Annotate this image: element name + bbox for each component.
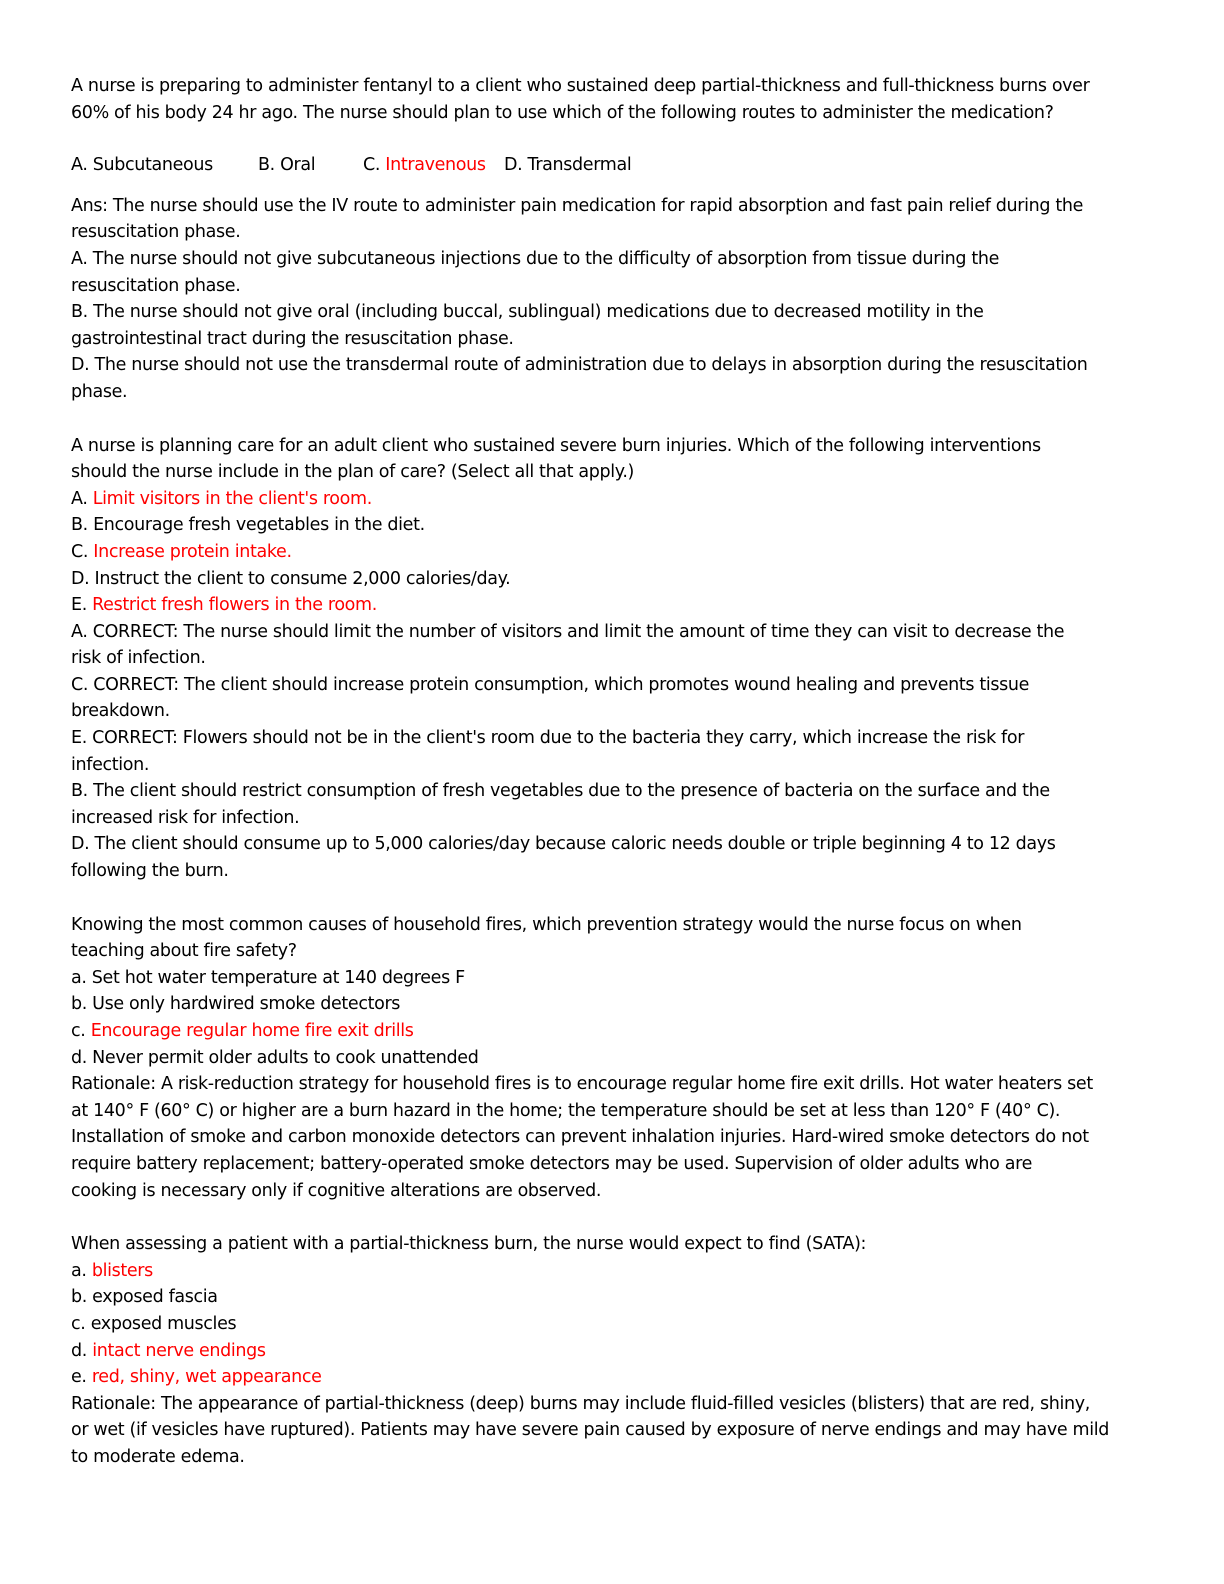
correct-answer-text: red, shiny, wet appearance xyxy=(91,1367,322,1388)
answer-line: D. The nurse should not use the transdermal route of administration due to delays in absorption during the resuscitation xyxy=(71,355,1088,376)
correct-answer-text: Encourage regular home fire exit drills xyxy=(90,1021,414,1041)
question-stem-line: should the nurse include in the plan of care? (Select all that apply.) xyxy=(71,462,635,483)
rationale-line: Rationale: A risk-reduction strategy for household fires is to encourage regular home fire exit drills. Hot water heaters set xyxy=(71,1074,1093,1095)
option-d: d. Never permit older adults to cook unattended xyxy=(71,1047,479,1068)
rationale-line: following the burn. xyxy=(71,861,229,882)
option-d: D. Transdermal xyxy=(504,155,632,176)
option-letter: c. xyxy=(71,1021,91,1041)
question-stem-line: A nurse is preparing to administer fentanyl to a client who sustained deep partial-thickness and full-thickness burns over xyxy=(71,76,1090,96)
paragraph-gap xyxy=(71,1204,1144,1231)
option-a: a. Set hot water temperature at 140 degrees F xyxy=(71,967,465,988)
rationale-line: B. The client should restrict consumption of fresh vegetables due to the presence of bacteria on the surface and the xyxy=(71,781,1050,802)
option-c-correct xyxy=(71,539,1144,566)
rationale-line: C. CORRECT: The client should increase protein consumption, which promotes wound healing and prevents tissue xyxy=(71,674,1030,695)
question-stem-line: A nurse is planning care for an adult client who sustained severe burn injuries. Which of the following interventions xyxy=(71,435,1041,456)
option-letter: d. xyxy=(71,1340,93,1361)
option-letter: C. xyxy=(363,155,386,176)
correct-answer-text: blisters xyxy=(91,1260,153,1281)
option-a-correct xyxy=(71,1258,1144,1285)
answer-line: B. The nurse should not give oral (including buccal, sublingual) medications due to decreased motility in the xyxy=(71,302,984,323)
question-stem-line: 60% of his body 24 hr ago. The nurse should plan to use which of the following routes to administer the medication? xyxy=(71,102,1054,123)
rationale-line: E. CORRECT: Flowers should not be in the client's room due to the bacteria they carry, which increase the risk for xyxy=(71,728,1025,749)
correct-answer-text: Increase protein intake. xyxy=(93,541,292,562)
rationale-line: at 140° F (60° C) or higher are a burn hazard in the home; the temperature should be set at less than 120° F (40° C). xyxy=(71,1100,1061,1121)
rationale-line: infection. xyxy=(71,754,150,775)
rationale-line: Rationale: The appearance of partial-thickness (deep) burns may include fluid-filled vesicles (blisters) that are red, shiny, xyxy=(71,1393,1090,1414)
option-b: B. Encourage fresh vegetables in the diet. xyxy=(71,515,425,536)
rationale-line: risk of infection. xyxy=(71,648,206,669)
question-1 xyxy=(71,73,1144,406)
option-c: c. exposed muscles xyxy=(71,1313,237,1334)
correct-answer-text: Limit visitors in the client's room. xyxy=(92,488,372,509)
rationale-line: D. The client should consume up to 5,000 calories/day because caloric needs double or triple beginning 4 to 12 days xyxy=(71,834,1056,855)
correct-answer-text: Intravenous xyxy=(385,155,486,176)
option-d: D. Instruct the client to consume 2,000 calories/day. xyxy=(71,568,511,589)
question-3 xyxy=(71,912,1144,1205)
answer-line: resuscitation phase. xyxy=(71,275,241,296)
answer-line: phase. xyxy=(71,381,128,402)
option-letter: E. xyxy=(71,595,93,616)
rationale-line: to moderate edema. xyxy=(71,1446,245,1467)
option-c-correct xyxy=(363,152,504,179)
question-stem-line: Knowing the most common causes of household fires, which prevention strategy would the nurse focus on when xyxy=(71,914,1022,935)
option-letter: a. xyxy=(71,1260,92,1281)
option-b: B. Oral xyxy=(258,155,316,176)
option-letter: A. xyxy=(71,488,93,509)
option-letter: e. xyxy=(71,1367,92,1388)
rationale-line: Installation of smoke and carbon monoxide detectors can prevent inhalation injuries. Hard-wired smoke detectors do not xyxy=(71,1127,1089,1148)
option-e-correct xyxy=(71,592,1144,619)
question-stem-line: teaching about fire safety? xyxy=(71,941,297,962)
answer-line: resuscitation phase. xyxy=(71,222,241,243)
option-b: b. Use only hardwired smoke detectors xyxy=(71,994,401,1015)
paragraph-gap xyxy=(71,406,1144,433)
paragraph-gap xyxy=(71,885,1144,912)
correct-answer-text: intact nerve endings xyxy=(92,1340,266,1361)
option-d-correct xyxy=(71,1338,1144,1365)
answer-line: Ans: The nurse should use the IV route to administer pain medication for rapid absorption and fast pain relief during the xyxy=(71,195,1083,216)
question-stem-line: When assessing a patient with a partial-thickness burn, the nurse would expect to find (SATA): xyxy=(71,1234,867,1255)
rationale-line: A. CORRECT: The nurse should limit the number of visitors and limit the amount of time they can visit to decrease the xyxy=(71,621,1065,642)
option-c-correct xyxy=(71,1018,1144,1045)
rationale-line: require battery replacement; battery-operated smoke detectors may be used. Supervision of older adults who are xyxy=(71,1153,1032,1174)
rationale-line: or wet (if vesicles have ruptured). Patients may have severe pain caused by exposure of nerve endings and may have mild xyxy=(71,1420,1109,1441)
option-e-correct xyxy=(71,1364,1144,1391)
option-a: A. Subcutaneous xyxy=(71,155,213,176)
answer-line: A. The nurse should not give subcutaneous injections due to the difficulty of absorption from tissue during the xyxy=(71,248,999,269)
option-letter: C. xyxy=(71,541,94,562)
question-4 xyxy=(71,1231,1144,1470)
correct-answer-text: Restrict fresh flowers in the room. xyxy=(92,595,377,616)
rationale-line: breakdown. xyxy=(71,701,170,722)
rationale-line: cooking is necessary only if cognitive alterations are observed. xyxy=(71,1180,602,1201)
answer-options-row xyxy=(71,152,1144,179)
rationale-line: increased risk for infection. xyxy=(71,807,300,828)
option-a-correct xyxy=(71,486,1144,513)
answer-line: gastrointestinal tract during the resuscitation phase. xyxy=(71,328,514,349)
question-2 xyxy=(71,433,1144,885)
option-b: b. exposed fascia xyxy=(71,1287,218,1308)
